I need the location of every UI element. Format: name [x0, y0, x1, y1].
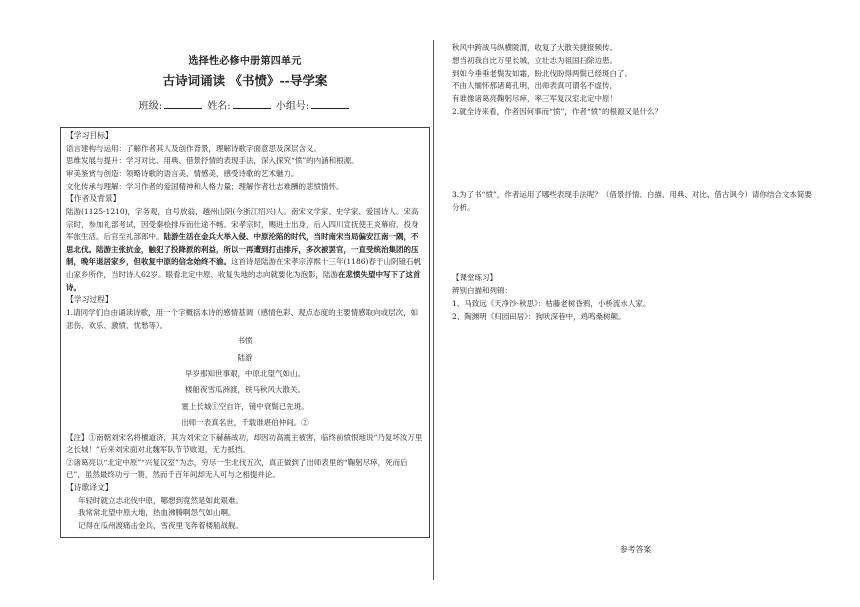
- poem-line: 塞上长城①空自许，镜中衰鬓已先斑。: [181, 401, 309, 411]
- class-label: 班级:: [138, 101, 163, 112]
- practice-item: 1、马致远《天净沙·秋思》：枯藤老树昏鸦，小桥流水人家。: [452, 298, 651, 308]
- goal-item: 语言建构与运用：了解作者其人及创作背景，理解诗歌字面意思及深层含义。: [66, 143, 321, 153]
- process-heading: 【学习过程】: [66, 295, 113, 305]
- practice-item: 2、陶渊明《归园田居》：狗吠深巷中，鸡鸣桑树颠。: [452, 311, 626, 321]
- lesson-title: 古诗词诵读 《书愤》--导学案: [162, 73, 328, 88]
- practice-heading: 【课堂练习】: [452, 273, 497, 283]
- student-info-line: [60, 97, 430, 112]
- poem-line: 出师一表真名世，千载谁堪伯仲间。②: [181, 418, 309, 428]
- question-2: 2.就全诗来看，作者因何事而“愤”，作者“愤”的根源又是什么？: [452, 106, 662, 116]
- translation-line: 有谁像诸葛亮鞠躬尽瘁，率三军复汉室北定中原！: [452, 94, 617, 104]
- translation-line: 想当初我自比万里长城，立壮志为祖国扫除边患。: [452, 55, 617, 65]
- question-3: 3.为了书“愤”，作者运用了哪些表现手法呢？（借景抒情、白描、用典、对比、借古讽今）请你结合文本简要分析。: [452, 189, 812, 212]
- group-label: 小组号:: [275, 101, 310, 112]
- name-label: 姓名:: [207, 101, 231, 112]
- answer-space-2[interactable]: [452, 119, 812, 189]
- goal-item: 审美鉴赏与创造：领略诗歌的语言美、情感美，感受诗歌的艺术魅力。: [66, 168, 299, 178]
- answer-key-label: 参考答案: [620, 545, 652, 554]
- poem-line: 楼船夜雪瓜洲渡，铁马秋风大散关。: [185, 385, 305, 395]
- name-blank[interactable]: [233, 100, 271, 109]
- translation-line: 记得在瓜州渡痛击金兵，雪夜里飞奔着楼船战舰。: [78, 520, 243, 530]
- translation-line: 不由人缅怀那诸葛孔明，出师表真可谓名不虚传，: [452, 81, 617, 91]
- poem-note-2: ②诸葛亮以“北定中原”“兴复汉室”为志，穷尽一生北伐五次，真正做到了出师表里的“鞠躬尽瘁，死而后已”，虽然最终功亏一篑，然而千百年间却无人可与之相提并论。: [66, 457, 408, 480]
- poem-author: 陆游: [237, 352, 253, 362]
- poem-note-1: 【注】①南朝刘宋名将檀道济，其为刘宋立下赫赫战功，却因功高震主被害，临终前愤恨地说“乃复坏汝万里之长城！”后来刘宋面对北魏军队节节败退，无力抵挡。: [66, 432, 423, 455]
- answer-space-3[interactable]: [452, 214, 812, 272]
- background-text: 陆游(1125-1210)，字务观，自号放翁，越州山阴(今浙江绍兴)人。南宋文学家、史学家、爱国诗人。宋高宗时，参加礼部考试，因受秦桧排斥而仕途不畅。宋孝宗时，赐进士出身，后入四川宣抚使王炎幕府，投身军旅生活。后官至礼部郎中。: [66, 206, 419, 242]
- right-column: [452, 42, 812, 324]
- goals-heading: 【学习目标】: [66, 131, 113, 140]
- goal-item: 文化传承与理解：学习作者的爱国精神和人格力量；理解作者壮志难酬的悲愤情怀。: [66, 181, 344, 191]
- group-blank[interactable]: [311, 100, 349, 109]
- poem-title: 书愤: [237, 336, 253, 346]
- translation-line: 年轻时就立志北伐中原，哪想到竟然是如此艰难。: [78, 495, 243, 505]
- background-text-2: 这首诗是陆游在宋孝宗淳熙十三年(1186)春于山阴镜石帆山家乡所作，当时诗人62岁。眼看北定中原、收复失地的志向就要化为泡影，陆游: [66, 257, 421, 279]
- poem-line: 早岁那知世事艰，中原北望气如山。: [185, 368, 305, 378]
- column-divider: [433, 40, 434, 580]
- left-column: [60, 42, 430, 538]
- background-bold-text: 陆游生活在金兵大举入侵、中原沦陷的时代，当时南宋当局偏安江南一隅，不思北伐。陆游主张抗金，触犯了投降派的利益，所以一再遭到打击排斥，多次被罢官，一直受统治集团的压制，晚年退居家乡，但收复中原的信念始终不渝。: [66, 232, 419, 267]
- question-1: 1.请同学们自由诵读诗歌，用一个字概括本诗的感情基调（感情色彩、观点态度的主要情感取向或层次，如悲伤、欢乐、激愤、忧愁等）。: [66, 307, 419, 330]
- background-paragraph: [66, 206, 424, 294]
- learning-box: [60, 127, 430, 538]
- class-blank[interactable]: [164, 100, 202, 109]
- unit-title: 选择性必修中册第四单元: [188, 56, 302, 67]
- translation-line: 我常常北望中原大地，热血沸腾啊怨气如山啊。: [78, 508, 236, 518]
- background-bold-text-2: 在悲愤失望中写下了这首诗。: [66, 269, 421, 292]
- translation-line: 到如今垂垂老鬓发如霜，盼北伐盼得两鬓已经斑白了。: [452, 68, 632, 78]
- translation-heading: 【诗歌译文】: [66, 482, 113, 492]
- translation-line: 秋风中跨战马纵横陇渭，收复了大散关捷报频传。: [452, 43, 617, 52]
- background-heading: 【作者及背景】: [66, 194, 121, 204]
- goal-item: 思维发展与提升：学习对比、用典、借景抒情的表现手法，深入探究“愤”的内涵和根源。: [66, 156, 359, 166]
- practice-intro: 辨别白描和列锦：: [452, 286, 512, 296]
